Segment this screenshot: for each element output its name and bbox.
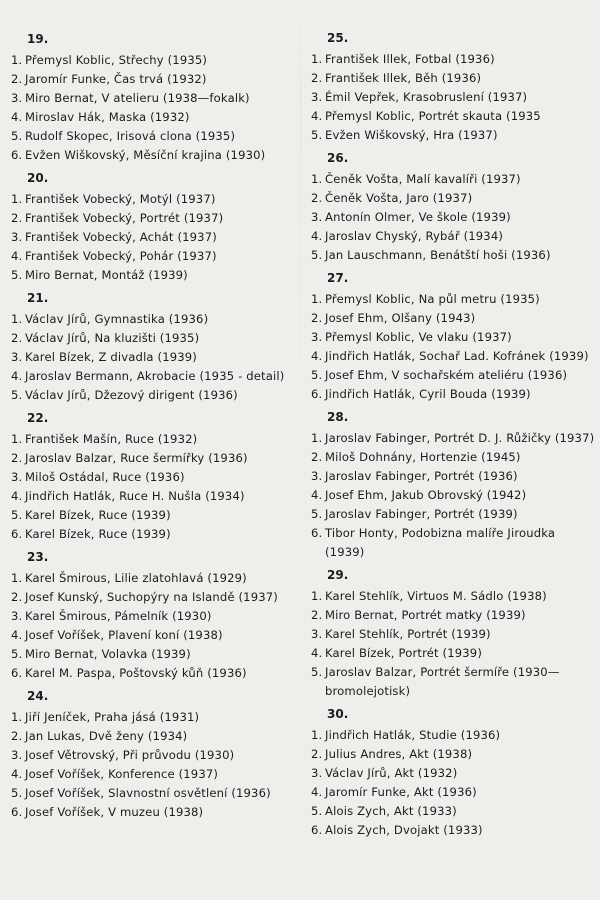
list-item <box>311 385 596 404</box>
item-number: 6. <box>11 527 23 541</box>
item-text: Karel M. Paspa, Poštovský kůň (1936) <box>25 666 247 680</box>
list-item <box>311 663 596 701</box>
item-number: 2. <box>11 451 23 465</box>
item-text: Jaroslav Balzar, Portrét šermíře (1930—bromolejotisk) <box>325 665 560 698</box>
catalog-section <box>11 548 301 683</box>
section-heading: 23. <box>27 550 49 564</box>
item-text: Jindřich Hatlák, Studie (1936) <box>325 728 501 742</box>
section-heading: 26. <box>327 151 349 165</box>
list-item <box>11 386 301 405</box>
list-item <box>311 764 596 783</box>
list-item <box>311 625 596 644</box>
list-item <box>11 765 301 784</box>
item-text: Jindřich Hatlák, Sochař Lad. Kofránek (1939) <box>325 349 589 363</box>
list-item <box>311 821 596 840</box>
item-number: 3. <box>11 230 23 244</box>
catalog-section <box>11 30 301 165</box>
item-text: Jan Lauschmann, Benátští hoši (1936) <box>325 248 551 262</box>
item-number: 4. <box>11 767 23 781</box>
catalog-section <box>11 289 301 405</box>
item-text: Josef Ehm, Jakub Obrovský (1942) <box>325 488 527 502</box>
item-number: 5. <box>311 665 323 679</box>
catalog-section <box>11 409 301 544</box>
item-text: Přemysl Koblic, Střechy (1935) <box>25 53 208 67</box>
item-number: 2. <box>311 747 323 761</box>
list-item <box>11 329 301 348</box>
item-number: 4. <box>11 369 23 383</box>
list-item <box>11 266 301 285</box>
list-item <box>311 366 596 385</box>
list-item <box>11 803 301 822</box>
list-item <box>11 607 301 626</box>
catalog-section <box>311 29 596 145</box>
item-text: Karel Stehlík, Portrét (1939) <box>325 627 491 641</box>
right-column <box>311 29 596 844</box>
item-number: 1. <box>311 728 323 742</box>
list-item <box>11 525 301 544</box>
list-item <box>311 726 596 745</box>
list-item <box>11 569 301 588</box>
list-item <box>311 246 596 265</box>
item-text: Karel Šmirous, Lilie zlatohlavá (1929) <box>25 571 247 585</box>
list-item <box>11 108 301 127</box>
item-number: 1. <box>11 192 23 206</box>
list-item <box>11 209 301 228</box>
section-heading: 19. <box>27 32 49 46</box>
list-item <box>11 784 301 803</box>
list-item <box>311 467 596 486</box>
item-text: Evžen Wiškovský, Hra (1937) <box>325 128 498 142</box>
item-number: 1. <box>311 172 323 186</box>
item-number: 1. <box>311 589 323 603</box>
section-heading: 22. <box>27 411 49 425</box>
item-number: 5. <box>11 786 23 800</box>
item-text: Miro Bernat, Montáž (1939) <box>25 268 188 282</box>
item-number: 4. <box>11 110 23 124</box>
item-number: 4. <box>311 646 323 660</box>
list-item <box>311 309 596 328</box>
catalog-section <box>11 169 301 285</box>
list-item <box>11 708 301 727</box>
catalog-section <box>311 566 596 701</box>
item-number: 4. <box>311 349 323 363</box>
catalog-section <box>311 149 596 265</box>
list-item <box>311 429 596 448</box>
list-item <box>11 51 301 70</box>
item-text: Josef Ehm, V sochařském ateliéru (1936) <box>325 368 568 382</box>
list-item <box>311 745 596 764</box>
item-text: Jaroslav Fabinger, Portrét (1936) <box>325 469 518 483</box>
item-number: 4. <box>11 249 23 263</box>
list-item <box>311 524 596 562</box>
item-text: Jaroslav Fabinger, Portrét (1939) <box>325 507 518 521</box>
item-number: 6. <box>311 823 323 837</box>
item-number: 2. <box>311 311 323 325</box>
item-text: František Vobecký, Motýl (1937) <box>25 192 216 206</box>
item-text: Josef Kunský, Suchopýry na Islandě (1937) <box>25 590 278 604</box>
item-number: 5. <box>311 804 323 818</box>
item-text: Václav Jírů, Akt (1932) <box>325 766 458 780</box>
list-item <box>11 588 301 607</box>
list-item <box>11 626 301 645</box>
section-heading: 29. <box>327 568 349 582</box>
item-number: 1. <box>11 312 23 326</box>
item-text: František Vobecký, Portrét (1937) <box>25 211 224 225</box>
list-item <box>11 430 301 449</box>
item-text: Alois Zych, Dvojakt (1933) <box>325 823 483 837</box>
list-item <box>11 727 301 746</box>
list-item <box>311 208 596 227</box>
section-heading: 24. <box>27 689 49 703</box>
item-text: Josef Voříšek, Slavnostní osvětlení (1936) <box>25 786 271 800</box>
item-text: Karel Bízek, Z divadla (1939) <box>25 350 197 364</box>
item-text: Karel Bízek, Ruce (1939) <box>25 527 171 541</box>
item-number: 2. <box>11 590 23 604</box>
item-number: 2. <box>11 331 23 345</box>
list-item <box>11 506 301 525</box>
item-number: 5. <box>11 647 23 661</box>
list-item <box>11 127 301 146</box>
item-text: Karel Bízek, Portrét (1939) <box>325 646 482 660</box>
item-number: 2. <box>311 450 323 464</box>
item-number: 3. <box>311 627 323 641</box>
item-text: Rudolf Skopec, Irisová clona (1935) <box>25 129 236 143</box>
list-item <box>311 486 596 505</box>
list-item <box>311 644 596 663</box>
item-number: 6. <box>11 148 23 162</box>
item-text: Julius Andres, Akt (1938) <box>325 747 473 761</box>
catalog-section <box>311 705 596 840</box>
item-number: 2. <box>11 211 23 225</box>
item-number: 1. <box>11 571 23 585</box>
item-text: Miro Bernat, V atelieru (1938—fokalk) <box>25 91 250 105</box>
item-text: Václav Jírů, Na kluzišti (1935) <box>25 331 200 345</box>
item-number: 2. <box>11 72 23 86</box>
item-number: 5. <box>11 508 23 522</box>
item-text: Jaromír Funke, Akt (1936) <box>325 785 477 799</box>
item-text: Josef Voříšek, Konference (1937) <box>25 767 219 781</box>
list-item <box>311 50 596 69</box>
list-item <box>11 89 301 108</box>
item-number: 5. <box>11 388 23 402</box>
item-number: 1. <box>11 710 23 724</box>
list-item <box>311 170 596 189</box>
item-number: 6. <box>311 387 323 401</box>
list-item <box>311 290 596 309</box>
list-item <box>311 606 596 625</box>
item-text: Přemysl Koblic, Ve vlaku (1937) <box>325 330 512 344</box>
item-text: Miro Bernat, Volavka (1939) <box>25 647 191 661</box>
item-number: 2. <box>311 191 323 205</box>
list-item <box>311 107 596 126</box>
list-item <box>311 448 596 467</box>
item-text: Josef Větrovský, Při průvodu (1930) <box>25 748 235 762</box>
section-heading: 20. <box>27 171 49 185</box>
item-text: Josef Voříšek, V muzeu (1938) <box>25 805 204 819</box>
list-item <box>11 247 301 266</box>
item-number: 5. <box>311 128 323 142</box>
list-item <box>311 347 596 366</box>
item-number: 1. <box>11 432 23 446</box>
list-item <box>11 468 301 487</box>
list-item <box>311 587 596 606</box>
list-item <box>311 505 596 524</box>
item-number: 1. <box>311 292 323 306</box>
item-number: 3. <box>311 469 323 483</box>
list-item <box>11 367 301 386</box>
item-text: František Vobecký, Pohár (1937) <box>25 249 217 263</box>
item-text: Přemysl Koblic, Portrét skauta (1935 <box>325 109 541 123</box>
item-text: Jaroslav Chyský, Rybář (1934) <box>325 229 504 243</box>
item-text: Karel Stehlík, Virtuos M. Sádlo (1938) <box>325 589 547 603</box>
item-text: Václav Jírů, Džezový dirigent (1936) <box>25 388 238 402</box>
item-text: František Vobecký, Achát (1937) <box>25 230 217 244</box>
list-item <box>311 802 596 821</box>
item-number: 1. <box>311 431 323 445</box>
item-text: Alois Zych, Akt (1933) <box>325 804 457 818</box>
list-item <box>311 189 596 208</box>
list-item <box>11 645 301 664</box>
item-text: Karel Bízek, Ruce (1939) <box>25 508 171 522</box>
item-text: Josef Voříšek, Plavení koní (1938) <box>25 628 223 642</box>
item-number: 3. <box>11 470 23 484</box>
item-text: František Illek, Běh (1936) <box>325 71 482 85</box>
list-item <box>11 228 301 247</box>
item-number: 2. <box>11 729 23 743</box>
list-item <box>311 328 596 347</box>
item-number: 4. <box>311 109 323 123</box>
list-item <box>311 69 596 88</box>
item-text: František Mašín, Ruce (1932) <box>25 432 198 446</box>
item-number: 3. <box>311 330 323 344</box>
item-number: 3. <box>11 91 23 105</box>
section-heading: 25. <box>327 31 349 45</box>
item-number: 3. <box>11 609 23 623</box>
item-text: Josef Ehm, Olšany (1943) <box>325 311 476 325</box>
item-text: Jindřich Hatlák, Ruce H. Nušla (1934) <box>25 489 245 503</box>
item-number: 4. <box>311 488 323 502</box>
item-text: Čeněk Vošta, Jaro (1937) <box>325 191 473 205</box>
list-item <box>11 449 301 468</box>
item-number: 4. <box>11 628 23 642</box>
catalog-section <box>11 687 301 822</box>
item-text: Jindřich Hatlák, Cyril Bouda (1939) <box>325 387 531 401</box>
section-heading: 27. <box>327 271 349 285</box>
item-text: Antonín Olmer, Ve škole (1939) <box>325 210 511 224</box>
item-number: 5. <box>11 129 23 143</box>
list-item <box>11 746 301 765</box>
list-item <box>11 310 301 329</box>
catalog-section <box>311 408 596 562</box>
item-text: Miroslav Hák, Maska (1932) <box>25 110 190 124</box>
section-heading: 21. <box>27 291 49 305</box>
list-item <box>11 190 301 209</box>
item-text: Jan Lukas, Dvě ženy (1934) <box>25 729 188 743</box>
list-item <box>11 348 301 367</box>
item-number: 6. <box>11 666 23 680</box>
item-number: 6. <box>11 805 23 819</box>
item-text: Václav Jírů, Gymnastika (1936) <box>25 312 209 326</box>
catalog-section <box>311 269 596 404</box>
section-heading: 28. <box>327 410 349 424</box>
item-number: 4. <box>311 229 323 243</box>
item-text: František Illek, Fotbal (1936) <box>325 52 495 66</box>
item-number: 3. <box>311 90 323 104</box>
item-number: 4. <box>11 489 23 503</box>
item-text: Jaroslav Balzar, Ruce šermířky (1936) <box>25 451 248 465</box>
item-number: 3. <box>311 210 323 224</box>
item-text: Miloš Ostádal, Ruce (1936) <box>25 470 185 484</box>
item-number: 3. <box>11 350 23 364</box>
list-item <box>11 70 301 89</box>
item-text: Přemysl Koblic, Na půl metru (1935) <box>325 292 540 306</box>
item-number: 1. <box>311 52 323 66</box>
item-text: Jaromír Funke, Čas trvá (1932) <box>25 72 207 86</box>
item-number: 6. <box>311 526 323 540</box>
item-number: 5. <box>11 268 23 282</box>
list-item <box>311 227 596 246</box>
item-text: Karel Šmirous, Pámelník (1930) <box>25 609 212 623</box>
item-number: 5. <box>311 248 323 262</box>
list-item <box>311 783 596 802</box>
item-number: 3. <box>311 766 323 780</box>
list-item <box>11 487 301 506</box>
item-text: Čeněk Vošta, Malí kavalíři (1937) <box>325 172 521 186</box>
item-text: Miloš Dohnány, Hortenzie (1945) <box>325 450 521 464</box>
item-text: Émil Vepřek, Krasobruslení (1937) <box>325 90 528 104</box>
list-item <box>11 146 301 165</box>
item-number: 3. <box>11 748 23 762</box>
item-text: Evžen Wiškovský, Měsíční krajina (1930) <box>25 148 266 162</box>
list-item <box>311 126 596 145</box>
item-number: 5. <box>311 507 323 521</box>
item-number: 2. <box>311 608 323 622</box>
list-item <box>11 664 301 683</box>
item-number: 4. <box>311 785 323 799</box>
item-text: Jiří Jeníček, Praha jásá (1931) <box>25 710 200 724</box>
list-item <box>311 88 596 107</box>
item-number: 1. <box>11 53 23 67</box>
item-text: Tibor Honty, Podobizna malíře Jiroudka (1939) <box>325 526 556 559</box>
item-text: Miro Bernat, Portrét matky (1939) <box>325 608 526 622</box>
item-text: Jaroslav Bermann, Akrobacie (1935 - detail) <box>25 369 285 383</box>
left-column <box>11 30 301 826</box>
item-number: 5. <box>311 368 323 382</box>
item-number: 2. <box>311 71 323 85</box>
section-heading: 30. <box>327 707 349 721</box>
item-text: Jaroslav Fabinger, Portrét D. J. Růžičky (1937) <box>325 431 595 445</box>
